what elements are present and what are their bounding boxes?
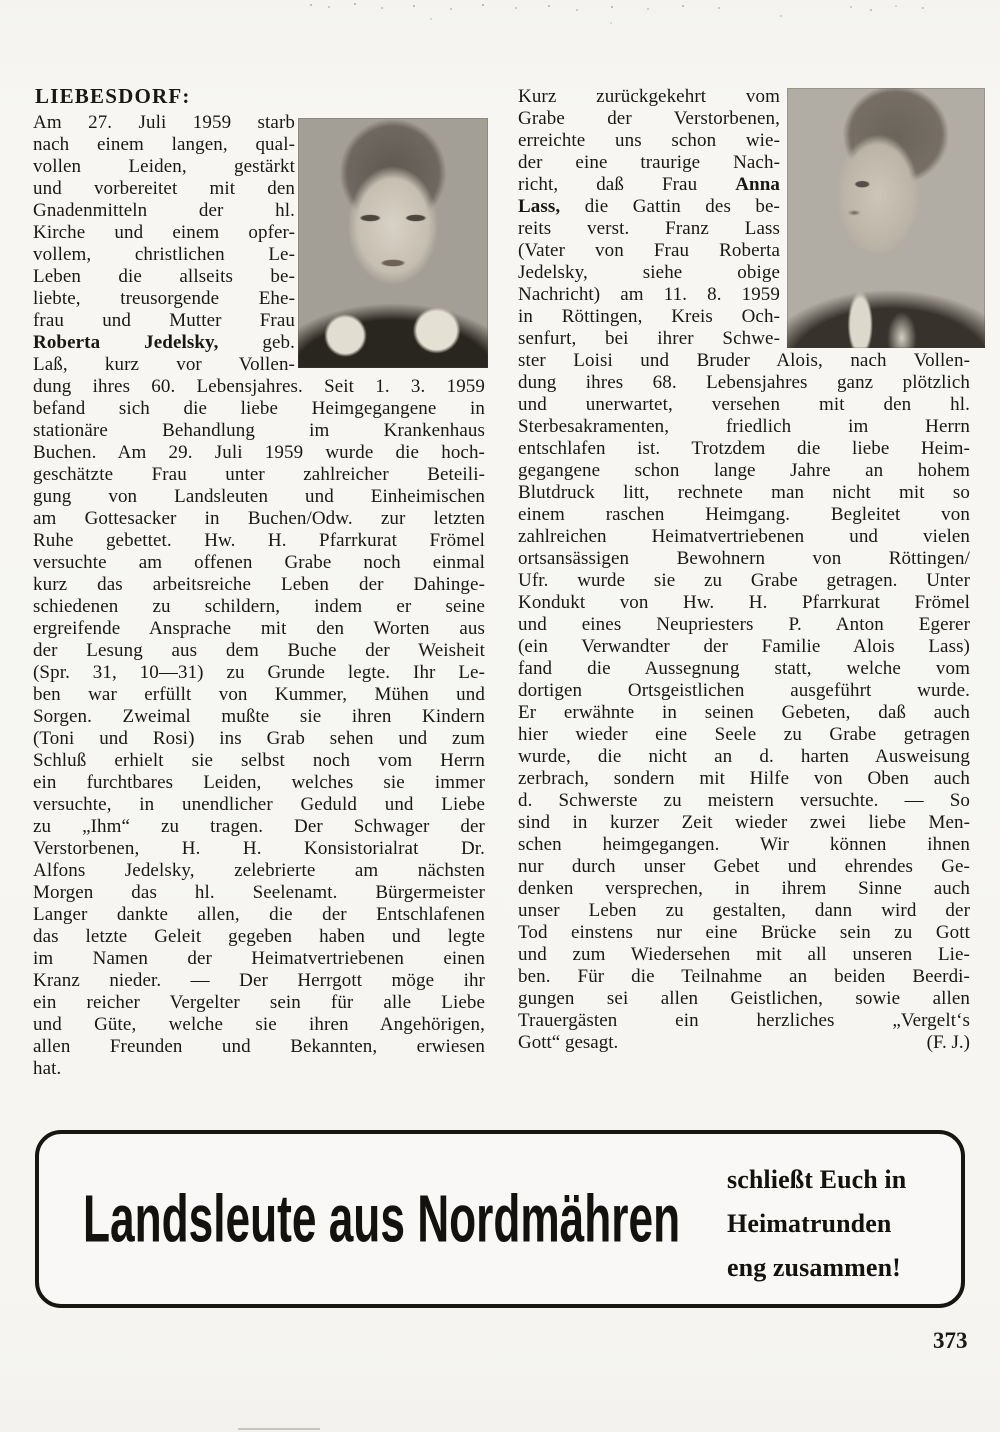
print-line: gungen sei allen Geistlichen, sowie allen — [518, 988, 970, 1009]
print-line: fand die Aussegnung statt, welche vom — [518, 658, 970, 679]
print-line: ster Loisi und Bruder Alois, nach Vollen- — [518, 350, 970, 371]
page-number: 373 — [933, 1328, 968, 1353]
print-line: sind in kurzer Zeit wieder zwei liebe Men- — [518, 812, 970, 833]
print-line: allen Freunden und Bekannten, erwiesen — [33, 1036, 485, 1057]
print-line: Laß, kurz vor Vollen- — [33, 354, 295, 375]
obituary-column-right — [518, 86, 970, 1054]
print-line: Blutdruck litt, rechnete man nicht mit so — [518, 482, 970, 503]
print-line: Trauergästen ein herzliches „Vergelt‘s — [518, 1010, 970, 1031]
left-column-last-line: hat. — [33, 1058, 62, 1079]
right-column-text-beside-photo — [518, 86, 780, 350]
print-line: Kondukt von Hw. H. Pfarrkurat Frömel — [518, 592, 970, 613]
print-line: vollem, christlichen Le- — [33, 244, 295, 265]
article-heading: LIEBESDORF: — [35, 84, 191, 108]
print-line: ben. Für die Teilnahme an beiden Beerdi- — [518, 966, 970, 987]
print-line: wurde, die nicht an d. harten Ausweisung — [518, 746, 970, 767]
print-line: ein reicher Vergelter sein für alle Liebe — [33, 992, 485, 1013]
print-line: und unerwartet, versehen mit den hl. — [518, 394, 970, 415]
print-line: dung ihres 68. Lebensjahres ganz plötzlich — [518, 372, 970, 393]
print-line: ein furchtbares Leiden, welches sie immer — [33, 772, 485, 793]
right-column-signature-line — [518, 1032, 970, 1054]
print-line: Sorgen. Zweimal mußte sie ihren Kindern — [33, 706, 485, 727]
closing-phrase: Gott“ gesagt. — [518, 1032, 619, 1053]
print-line: Jedelsky, siehe obige — [518, 262, 780, 283]
print-line: Leben die allseits be- — [33, 266, 295, 287]
print-line: nach einem langen, qual- — [33, 134, 295, 155]
print-line: Gnadenmitteln der hl. — [33, 200, 295, 221]
print-line: befand sich die liebe Heimgegangene in — [33, 398, 485, 419]
banner-title: Landsleute aus Nordmähren — [83, 1181, 681, 1257]
print-line: d. Schwerste zu meistern versuchte. — So — [518, 790, 970, 811]
print-line: schen heimgegangen. Wir können ihnen — [518, 834, 970, 855]
print-line: Roberta Jedelsky, geb. — [33, 332, 295, 353]
print-line: dortigen Ortsgeistlichen ausgeführt wurde. — [518, 680, 970, 701]
print-line: senfurt, bei ihrer Schwe- — [518, 328, 780, 349]
print-line: zerbrach, sondern mit Hilfe von Oben auch — [518, 768, 970, 789]
print-line: liebte, treusorgende Ehe- — [33, 288, 295, 309]
print-line: eng zusammen! — [727, 1253, 901, 1282]
print-line: Langer dankte allen, die der Entschlafenen — [33, 904, 485, 925]
print-line: Ufr. wurde sie zu Grabe getragen. Unter — [518, 570, 970, 591]
print-line: (Vater von Frau Roberta — [518, 240, 780, 261]
print-line: Ruhe gebettet. Hw. H. Pfarrkurat Frömel — [33, 530, 485, 551]
print-line: entschlafen ist. Trotzdem die liebe Heim- — [518, 438, 970, 459]
print-line: (ein Verwandter der Familie Alois Lass) — [518, 636, 970, 657]
print-line: gegangene schon lange Jahre an hohem — [518, 460, 970, 481]
print-line: Nachricht) am 11. 8. 1959 — [518, 284, 780, 305]
print-line: Kirche und einem opfer- — [33, 222, 295, 243]
print-line: Er erwähnte in seinen Gebeten, daß auch — [518, 702, 970, 723]
print-line: gung von Landsleuten und Einheimischen — [33, 486, 485, 507]
print-line: ortsansässigen Bewohnern von Röttingen/ — [518, 548, 970, 569]
left-column-text-beside-photo — [33, 112, 295, 376]
print-line: Kranz nieder. — Der Herrgott möge ihr — [33, 970, 485, 991]
print-line: und Güte, welche sie ihren Angehörigen, — [33, 1014, 485, 1035]
print-line: geschätzte Frau unter zahlreicher Beteili- — [33, 464, 485, 485]
portrait-photo-roberta-jedelsky — [298, 118, 488, 368]
advertisement-banner — [35, 1130, 965, 1308]
print-line: Grabe der Verstorbenen, — [518, 108, 780, 129]
print-line: reits verst. Franz Lass — [518, 218, 780, 239]
print-line: schließt Euch in — [727, 1165, 907, 1194]
print-line: Tod einstens nur eine Brücke sein zu Gott — [518, 922, 970, 943]
print-line: einem raschen Heimgang. Begleitet von — [518, 504, 970, 525]
print-line: Kurz zurückgekehrt vom — [518, 86, 780, 107]
print-line: schiedenen zu schildern, indem er seine — [33, 596, 485, 617]
print-line: und eines Neupriesters P. Anton Egerer — [518, 614, 970, 635]
print-line: Schluß erhielt sie selbst noch vom Herrn — [33, 750, 485, 771]
print-line: kurz das arbeitsreiche Leben der Dahinge- — [33, 574, 485, 595]
obituary-column-left — [33, 112, 485, 1080]
print-line: unser Leben zu gestalten, dann wird der — [518, 900, 970, 921]
scan-artifact-line — [238, 1428, 320, 1430]
print-line: versuchte am offenen Grabe noch einmal — [33, 552, 485, 573]
print-line: nur durch unser Gebet und ehrendes Ge- — [518, 856, 970, 877]
print-line: und vorbereitet mit den — [33, 178, 295, 199]
print-line: Lass, die Gattin des be- — [518, 196, 780, 217]
print-line: in Röttingen, Kreis Och- — [518, 306, 780, 327]
print-line: ergreifende Ansprache mit den Worten aus — [33, 618, 485, 639]
author-initials: (F. J.) — [926, 1032, 970, 1053]
print-line: am Gottesacker in Buchen/Odw. zur letzten — [33, 508, 485, 529]
print-line: erreichte uns schon wie- — [518, 130, 780, 151]
print-line: stationäre Behandlung im Krankenhaus — [33, 420, 485, 441]
right-column-text-full-width — [518, 350, 970, 1032]
print-line: der Lesung aus dem Buche der Weisheit — [33, 640, 485, 661]
print-line: das letzte Geleit gegeben haben und legte — [33, 926, 485, 947]
print-line: Verstorbenen, H. H. Konsistorialrat Dr. — [33, 838, 485, 859]
print-line: Buchen. Am 29. Juli 1959 wurde die hoch- — [33, 442, 485, 463]
print-line: versuchte, in unendlicher Geduld und Liebe — [33, 794, 485, 815]
print-line: zahlreichen Heimatvertriebenen und vielen — [518, 526, 970, 547]
print-line: (Spr. 31, 10—31) zu Grunde legte. Ihr Le- — [33, 662, 485, 683]
print-line: vollen Leiden, gestärkt — [33, 156, 295, 177]
print-line: Heimatrunden — [727, 1209, 892, 1238]
print-line: dung ihres 60. Lebensjahres. Seit 1. 3. 1959 — [33, 376, 485, 397]
print-line: zu „Ihm“ zu tragen. Der Schwager der — [33, 816, 485, 837]
print-line: ben war erfüllt von Kummer, Mühen und — [33, 684, 485, 705]
print-line: der eine traurige Nach- — [518, 152, 780, 173]
print-line: im Namen der Heimatvertriebenen einen — [33, 948, 485, 969]
print-line: denken versprechen, in ihrem Sinne auch — [518, 878, 970, 899]
print-line: Am 27. Juli 1959 starb — [33, 112, 295, 133]
print-line: frau und Mutter Frau — [33, 310, 295, 331]
portrait-photo-anna-lass — [787, 88, 985, 348]
print-line: Alfons Jedelsky, zelebrierte am nächsten — [33, 860, 485, 881]
print-line: richt, daß Frau Anna — [518, 174, 780, 195]
left-column-text-full-width — [33, 376, 485, 1058]
print-line: und zum Wiedersehen mit all unseren Lie- — [518, 944, 970, 965]
print-line: hier wieder eine Seele zu Grabe getragen — [518, 724, 970, 745]
print-line: Morgen das hl. Seelenamt. Bürgermeister — [33, 882, 485, 903]
scan-noise — [310, 4, 312, 6]
print-line: (Toni und Rosi) ins Grab sehen und zum — [33, 728, 485, 749]
banner-slogan — [727, 1158, 957, 1290]
print-line: Sterbesakramenten, friedlich im Herrn — [518, 416, 970, 437]
